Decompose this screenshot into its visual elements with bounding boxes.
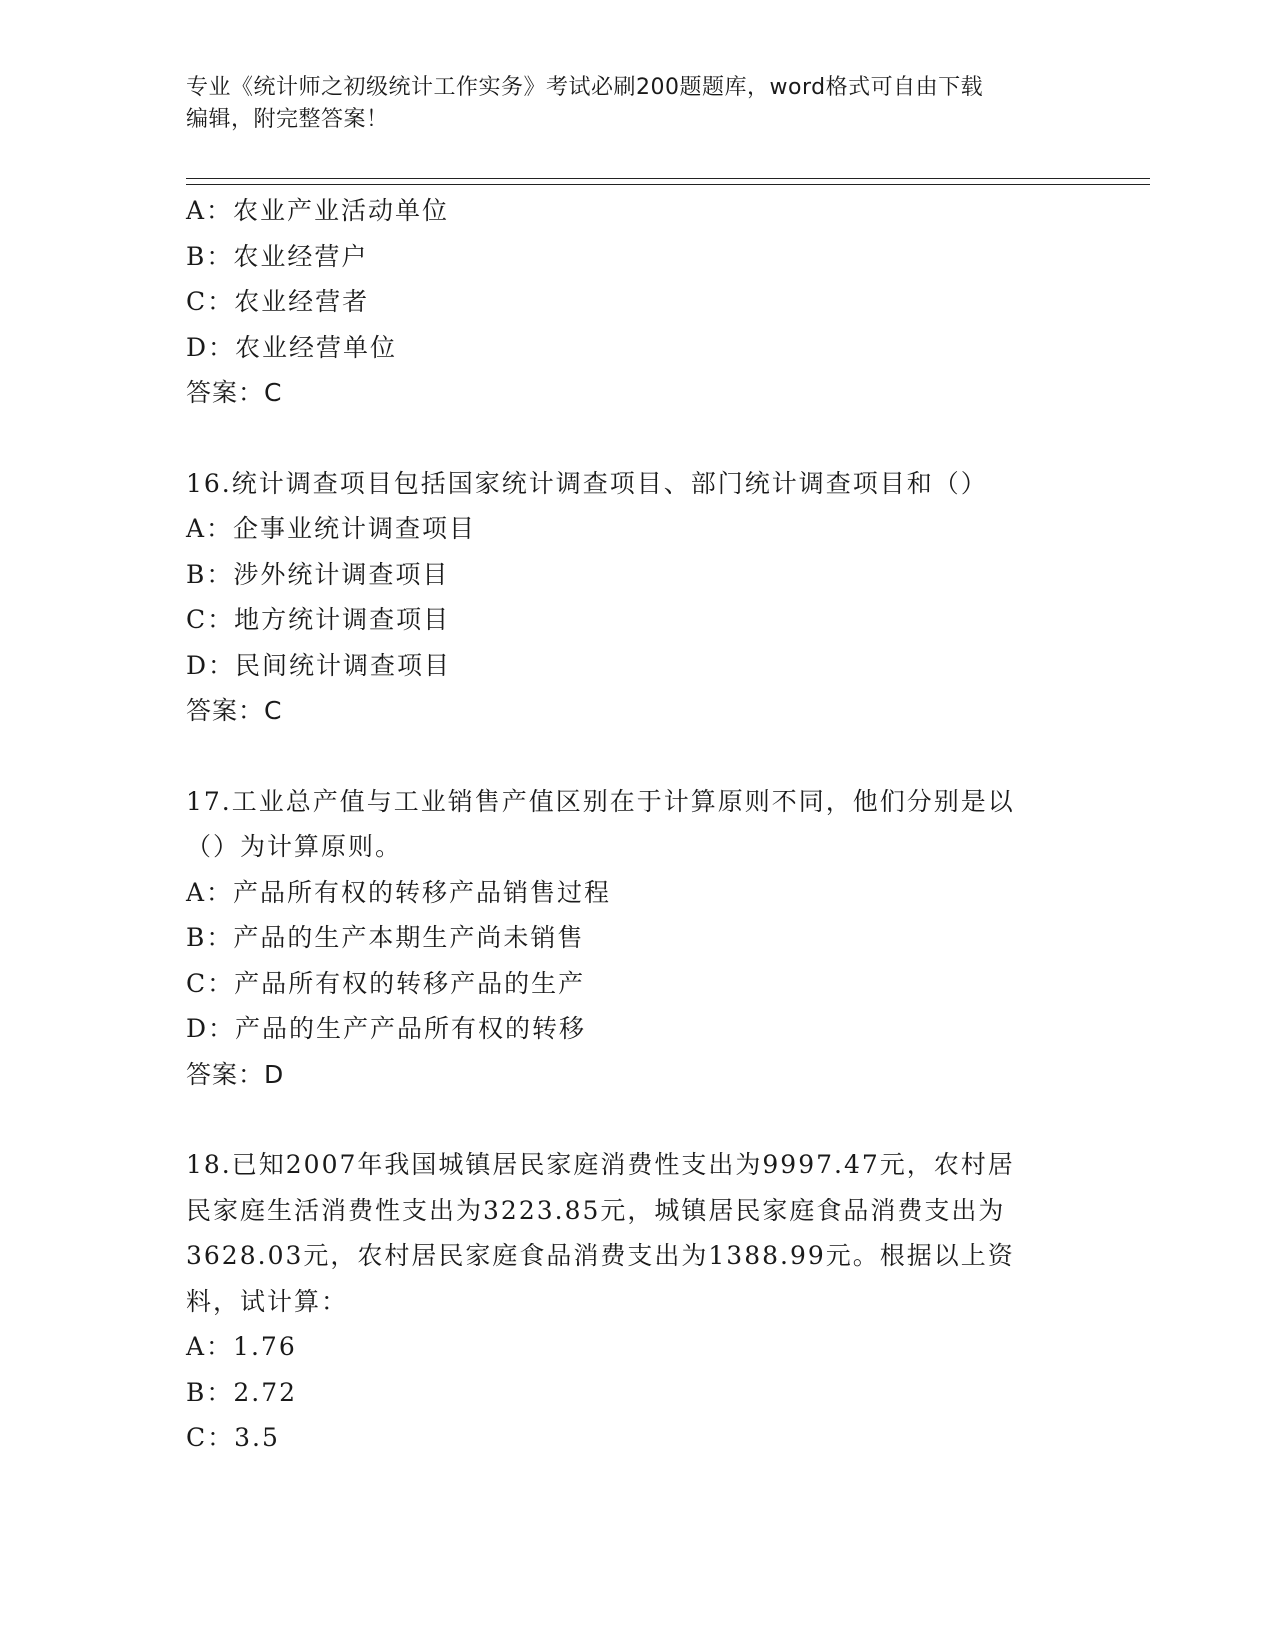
option-d: D：农业经营单位 [186,332,398,362]
question-16 [186,461,1086,734]
option-c: C：产品所有权的转移产品的生产 [186,968,586,998]
question-text: 17.工业总产值与工业销售产值区别在于计算原则不同，他们分别是以 [186,786,1015,816]
answer: 答案：C [186,696,283,725]
option-b: B：产品的生产本期生产尚未销售 [186,923,585,952]
question-text: 料，试计算： [186,1286,349,1316]
option-c: C：3.5 [186,1423,280,1452]
option-a: A：农业产业活动单位 [186,196,450,225]
question-text: （）为计算原则。 [186,832,403,861]
option-c: C：地方统计调查项目 [186,605,451,634]
header-divider [186,178,1150,185]
option-b: B：涉外统计调查项目 [186,559,450,589]
option-d: D：民间统计调查项目 [186,650,452,680]
question-text: 18.已知2007年我国城镇居民家庭消费性支出为9997.47元，农村居 [186,1150,1015,1179]
document-body [186,188,1086,1461]
answer: 答案：D [186,1059,285,1089]
question-18 [186,1142,1086,1461]
option-a: A：企事业统计调查项目 [186,514,477,543]
answer: 答案：C [186,378,283,407]
option-d: D：产品的生产产品所有权的转移 [186,1014,587,1043]
question-15 [186,188,1086,416]
question-17 [186,779,1086,1098]
header-line-1: 专业《统计师之初级统计工作实务》考试必刷200题题库，word格式可自由下载 [186,75,984,100]
option-b: B：2.72 [186,1377,298,1407]
option-a: A：1.76 [186,1332,297,1361]
question-text: 16.统计调查项目包括国家统计调查项目、部门统计调查项目和（） [186,468,988,498]
option-b: B：农业经营户 [186,241,369,271]
option-a: A：产品所有权的转移产品销售过程 [186,877,612,907]
page-header [186,72,1086,136]
option-c: C：农业经营者 [186,287,370,316]
header-line-2: 编辑，附完整答案！ [186,107,389,132]
question-text: 民家庭生活消费性支出为3223.85元，城镇居民家庭食品消费支出为 [186,1195,1006,1225]
question-text: 3628.03元，农村居民家庭食品消费支出为1388.99元。根据以上资 [186,1241,1015,1270]
